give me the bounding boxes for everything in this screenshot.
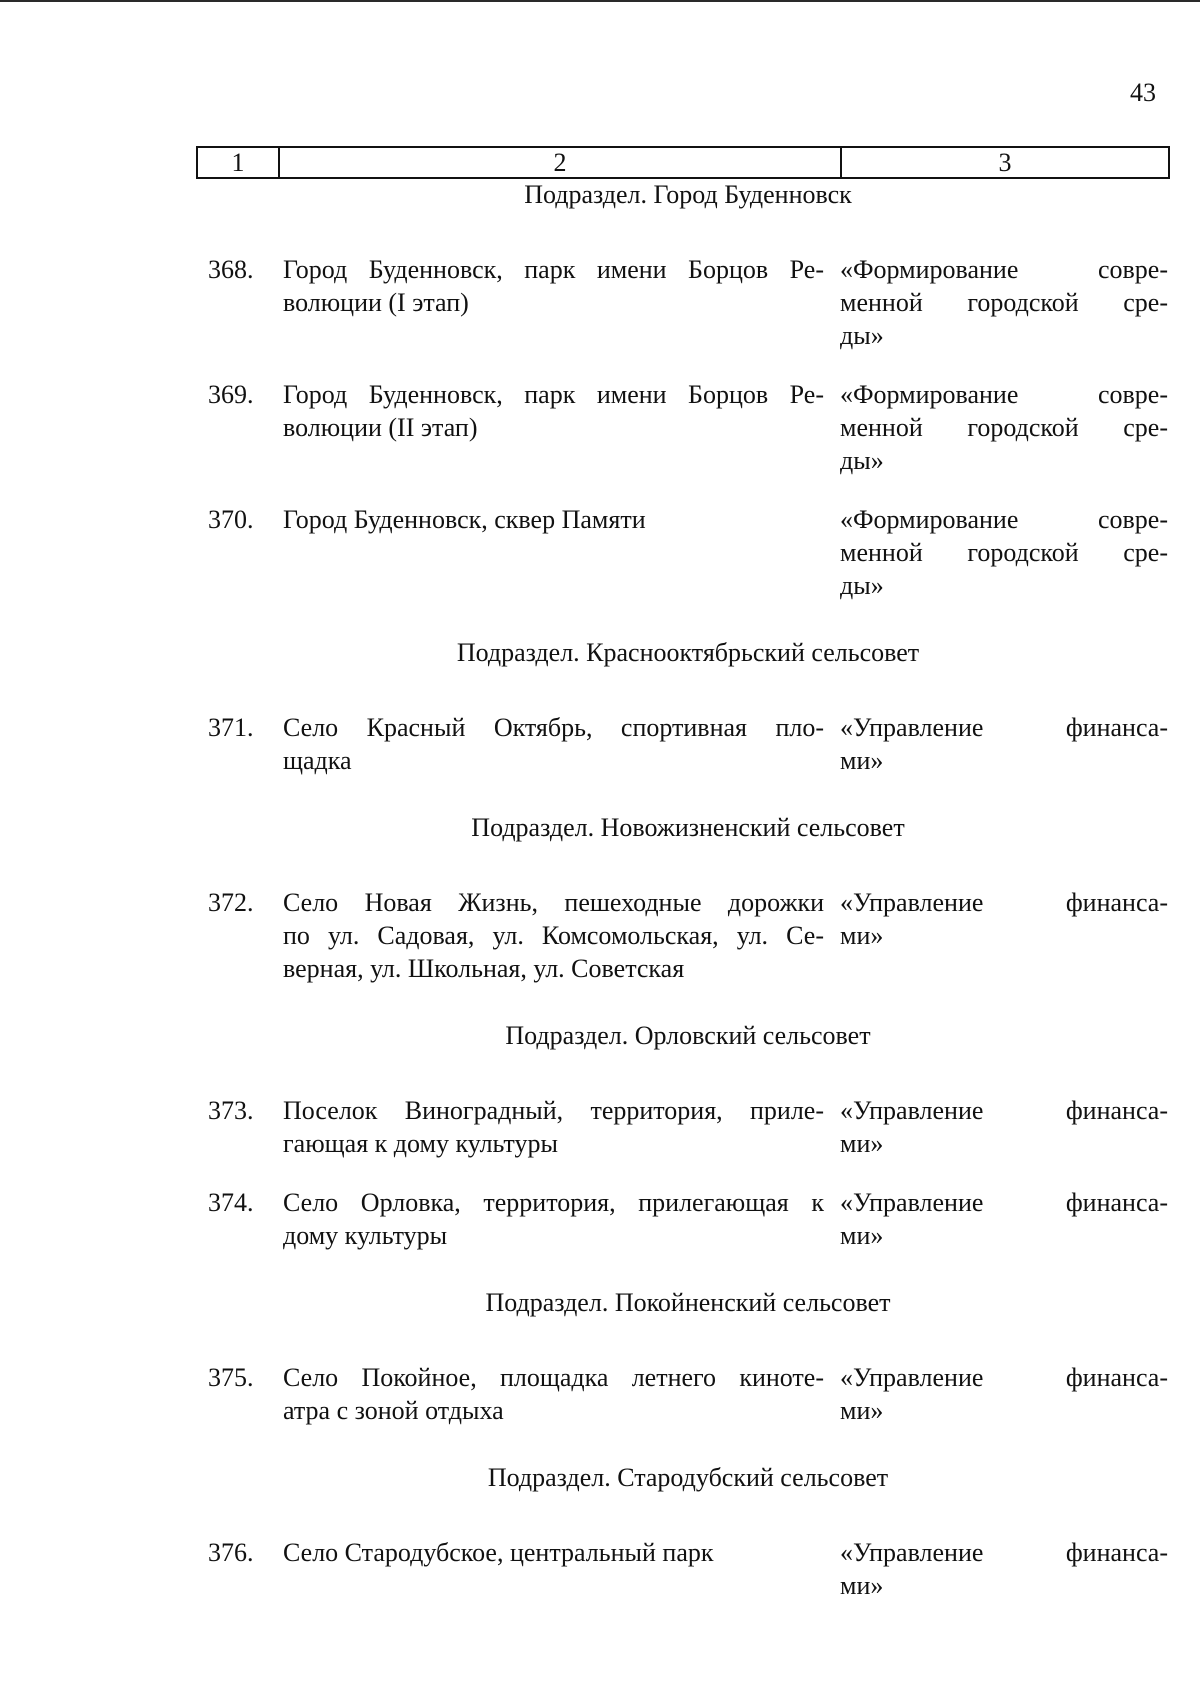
table-row: [208, 711, 1168, 777]
description-line: Село Покойное, площадка летнего киноте-: [283, 1363, 824, 1392]
row-number: 374.: [208, 1188, 254, 1217]
program-name: [836, 711, 1168, 777]
program-name: [836, 1186, 1168, 1252]
object-description: [283, 253, 836, 352]
description-line: Село Стародубское, центральный парк: [283, 1538, 714, 1567]
table-row: [208, 503, 1168, 602]
program-line: «Управление финанса-: [840, 1538, 1168, 1567]
row-number: 372.: [208, 888, 254, 917]
row-number: 368.: [208, 255, 254, 284]
row-number: 370.: [208, 505, 254, 534]
program-line: «Формирование совре-: [840, 380, 1168, 409]
program-line: ми»: [840, 1129, 884, 1158]
description-line: волюции (II этап): [283, 413, 478, 442]
description-line: Город Буденновск, сквер Памяти: [283, 505, 646, 534]
program-line: менной городской сре-: [840, 413, 1168, 442]
table-row: [208, 253, 1168, 352]
section-title: Подраздел. Стародубский сельсовет: [487, 1463, 889, 1492]
program-line: ды»: [840, 321, 884, 350]
table-row: [208, 1094, 1168, 1160]
row-number: 369.: [208, 380, 254, 409]
object-description: [283, 1186, 836, 1252]
description-line: атра с зоной отдыха: [283, 1396, 504, 1425]
column-header-1: 1: [198, 148, 280, 177]
row-number: 376.: [208, 1538, 254, 1567]
table-row: [208, 1536, 1168, 1602]
section-title: Подраздел. Орловский сельсовет: [505, 1021, 871, 1050]
section-title: Подраздел. Новожизненский сельсовет: [471, 813, 905, 842]
program-line: «Управление финанса-: [840, 888, 1168, 917]
table-row: [208, 1186, 1168, 1252]
table-row: [208, 378, 1168, 477]
column-header-3: 3: [998, 147, 1012, 177]
program-line: ми»: [840, 746, 884, 775]
description-line: Село Новая Жизнь, пешеходные дорожки: [283, 888, 824, 917]
description-line: Село Красный Октябрь, спортивная пло-: [283, 713, 824, 742]
program-line: «Формирование совре-: [840, 505, 1168, 534]
program-name: [836, 1094, 1168, 1160]
program-name: [836, 378, 1168, 477]
program-line: ды»: [840, 571, 884, 600]
program-line: «Управление финанса-: [840, 1096, 1168, 1125]
description-line: Село Орловка, территория, прилегающая к: [283, 1188, 824, 1217]
row-number: 371.: [208, 713, 254, 742]
object-description: [283, 1361, 836, 1427]
description-line: по ул. Садовая, ул. Комсомольская, ул. Се-: [283, 921, 824, 950]
program-line: «Управление финанса-: [840, 713, 1168, 742]
description-line: щадка: [283, 746, 352, 775]
program-line: ми»: [840, 1396, 884, 1425]
program-line: «Управление финанса-: [840, 1363, 1168, 1392]
table-row: [208, 886, 1168, 985]
description-line: Поселок Виноградный, территория, приле-: [283, 1096, 824, 1125]
table-row: [208, 1361, 1168, 1427]
program-name: [836, 503, 1168, 602]
row-number: 375.: [208, 1363, 254, 1392]
column-number-header: [196, 146, 1170, 179]
program-line: менной городской сре-: [840, 288, 1168, 317]
program-name: [836, 1536, 1168, 1602]
column-header-2: 2: [280, 148, 842, 177]
page-number: 43: [1130, 78, 1156, 107]
program-line: «Формирование совре-: [840, 255, 1168, 284]
object-description: [283, 378, 836, 477]
program-name: [836, 253, 1168, 352]
description-line: Город Буденновск, парк имени Борцов Ре-: [283, 255, 824, 284]
top-border-line: [0, 0, 1200, 2]
section-title: Подраздел. Покойненский сельсовет: [485, 1288, 891, 1317]
object-description: [283, 711, 836, 777]
object-description: [283, 1536, 836, 1602]
program-line: ми»: [840, 1571, 884, 1600]
description-line: Город Буденновск, парк имени Борцов Ре-: [283, 380, 824, 409]
description-line: дому культуры: [283, 1221, 448, 1250]
section-title: Подраздел. Краснооктябрьский сельсовет: [456, 638, 920, 667]
program-name: [836, 886, 1168, 985]
object-description: [283, 1094, 836, 1160]
object-description: [283, 886, 836, 985]
document-body: [208, 178, 1168, 1602]
section-title: Подраздел. Город Буденновск: [524, 180, 852, 209]
row-number: 373.: [208, 1096, 254, 1125]
program-line: «Управление финанса-: [840, 1188, 1168, 1217]
object-description: [283, 503, 836, 602]
program-line: менной городской сре-: [840, 538, 1168, 567]
program-name: [836, 1361, 1168, 1427]
description-line: верная, ул. Школьная, ул. Советская: [283, 954, 685, 983]
description-line: гающая к дому культуры: [283, 1129, 558, 1158]
description-line: волюции (I этап): [283, 288, 469, 317]
program-line: ми»: [840, 1221, 884, 1250]
program-line: ми»: [840, 921, 884, 950]
program-line: ды»: [840, 446, 884, 475]
